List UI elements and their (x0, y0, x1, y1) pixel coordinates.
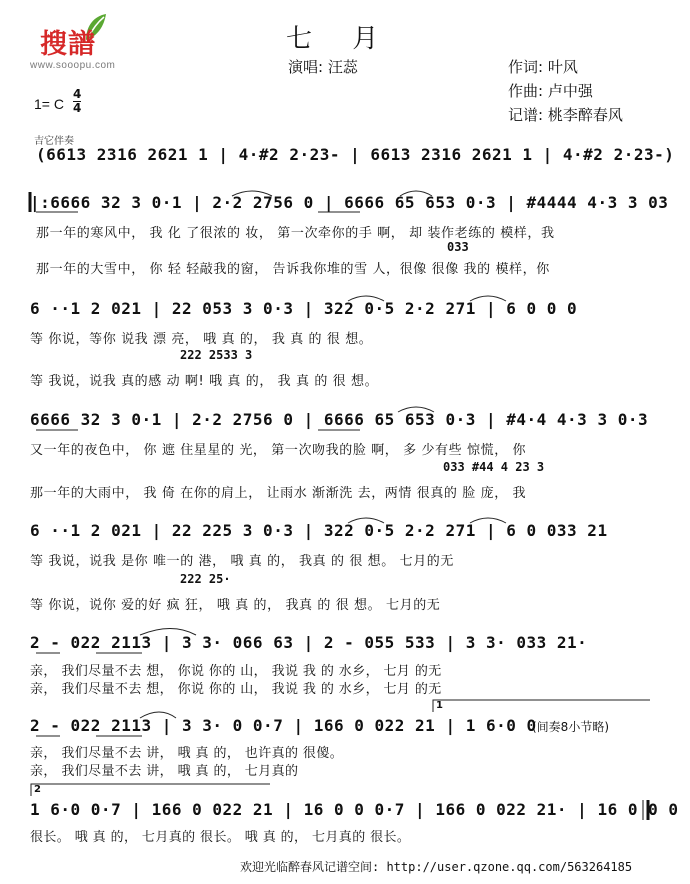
line3-lyric-verse2: 那一年的大雨中， 我 倚 在你的肩上， 让雨水 渐渐洗 去，两情 很真的 脸 庞， 我 (30, 486, 527, 501)
slur-9 (140, 712, 176, 718)
slur-6 (348, 518, 384, 523)
line4-annotation: 222 25· (180, 572, 231, 586)
logo-text: 搜譜 (40, 29, 96, 59)
line1-annotation: 033 (447, 240, 469, 254)
line1-notes: |:6666 32 3 0·1 | 2·2 2756 0 | 6666 65 653 0·3 | #4444 4·3 3 03 (30, 193, 669, 212)
guitar-label: 吉它伴奏 (34, 136, 74, 147)
line3-lyric-verse1: 又一年的夜色中， 你 遮 住星星的 光， 第一次吻我的脸 啊， 多 少有些 惊慌， 你 (30, 443, 527, 458)
song-title: 七 月 (286, 24, 395, 54)
first-ending-bracket (433, 700, 650, 712)
line6-lyric-verse2: 亲， 我们尽量不去 讲， 哦 真 的， 七月真的 (30, 764, 299, 779)
second-ending-label: 2 (34, 784, 41, 795)
line2-lyric-verse2: 等 我说，说我 真的感 动 啊! 哦 真 的， 我 真 的 很 想。 (30, 374, 379, 389)
lyricist: 作词: 叶风 (508, 58, 578, 76)
slur-1 (232, 191, 272, 196)
slur-2 (400, 191, 432, 196)
composer: 作曲: 卢中强 (508, 82, 593, 100)
line5-notes: 2 - 022 2113 | 3 3· 066 63 | 2 - 055 533 | 3 3· 033 21· (30, 633, 588, 652)
footer-link[interactable]: 欢迎光临醉春风记谱空间: http://user.qzone.qq.com/563264185 (240, 860, 633, 874)
line2-lyric-verse1: 等 你说，等你 说我 漂 亮， 哦 真 的， 我 真 的 很 想。 (30, 332, 373, 347)
beam-marks (36, 212, 360, 736)
interlude-note: (间奏8小节略) (532, 720, 609, 734)
key-signature: 1= C (34, 96, 64, 112)
line7-notes: 1 6·0 0·7 | 166 0 022 21 | 16 0 0 0·7 | 166 0 022 21· | 16 0 0 0 (30, 800, 679, 819)
line5-lyric-verse2: 亲， 我们尽量不去 想， 你说 你的 山， 我说 我 的 水乡， 七月 的无 (30, 682, 442, 697)
line4-notes: 6 ··1 2 021 | 22 225 3 0·3 | 322 0·5 2·2 271 | 6 0 033 21 (30, 521, 608, 540)
line3-notes: 6666 32 3 0·1 | 2·2 2756 0 | 6666 65 653 0·3 | #4·4 4·3 3 0·3 (30, 410, 649, 429)
line6-lyric-verse1: 亲， 我们尽量不去 讲， 哦 真 的， 也许真的 很傻。 (30, 746, 344, 761)
slur-5 (398, 407, 434, 412)
time-top: 4 (73, 87, 82, 101)
slur-8 (140, 629, 196, 636)
line1-lyric-verse1: 那一年的寒风中， 我 化 了很浓的 妆， 第一次牵你的手 啊， 却 装作老练的 模样，我 (36, 226, 555, 241)
line2-notes: 6 ··1 2 021 | 22 053 3 0·3 | 322 0·5 2·2 271 | 6 0 0 0 (30, 299, 578, 318)
second-ending-bracket (31, 784, 270, 796)
line7-lyric: 很长。 哦 真 的， 七月真的 很长。 哦 真 的， 七月真的 很长。 (30, 830, 411, 845)
transcriber: 记谱: 桃李醉春风 (508, 106, 623, 124)
line3-annotation: 033 #44 4 23 3 (443, 460, 545, 474)
line2-annotation: 222 2533 3 (180, 348, 253, 362)
line6-notes: 2 - 022 2113 | 3 3· 0 0·7 | 166 0 022 21 | 1 6·0 0 (30, 716, 537, 735)
singer: 演唱: 汪蕊 (288, 58, 358, 76)
line4-lyric-verse2: 等 你说，说你 爱的好 疯 狂， 哦 真 的， 我真 的 很 想。 七月的无 (30, 598, 441, 613)
line5-lyric-verse1: 亲， 我们尽量不去 想， 你说 你的 山， 我说 我 的 水乡， 七月 的无 (30, 664, 442, 679)
intro-notes: (6613 2316 2621 1 | 4·#2 2·23- | 6613 2316 2621 1 | 4·#2 2·23-) (36, 145, 675, 164)
slur-4 (470, 296, 506, 301)
slur-7 (470, 518, 506, 523)
line4-lyric-verse1: 等 我说，说我 是你 唯一的 港， 哦 真 的， 我真 的 很 想。 七月的无 (30, 554, 454, 569)
logo-url: www.sooopu.com (30, 60, 116, 71)
time-bottom: 4 (73, 101, 82, 115)
first-ending-label: 1 (436, 700, 443, 711)
line1-lyric-verse2: 那一年的大雪中， 你 轻 轻敲我的窗， 告诉我你堆的雪 人，很像 很像 我的 模样，你 (36, 262, 550, 277)
slur-3 (348, 296, 384, 301)
